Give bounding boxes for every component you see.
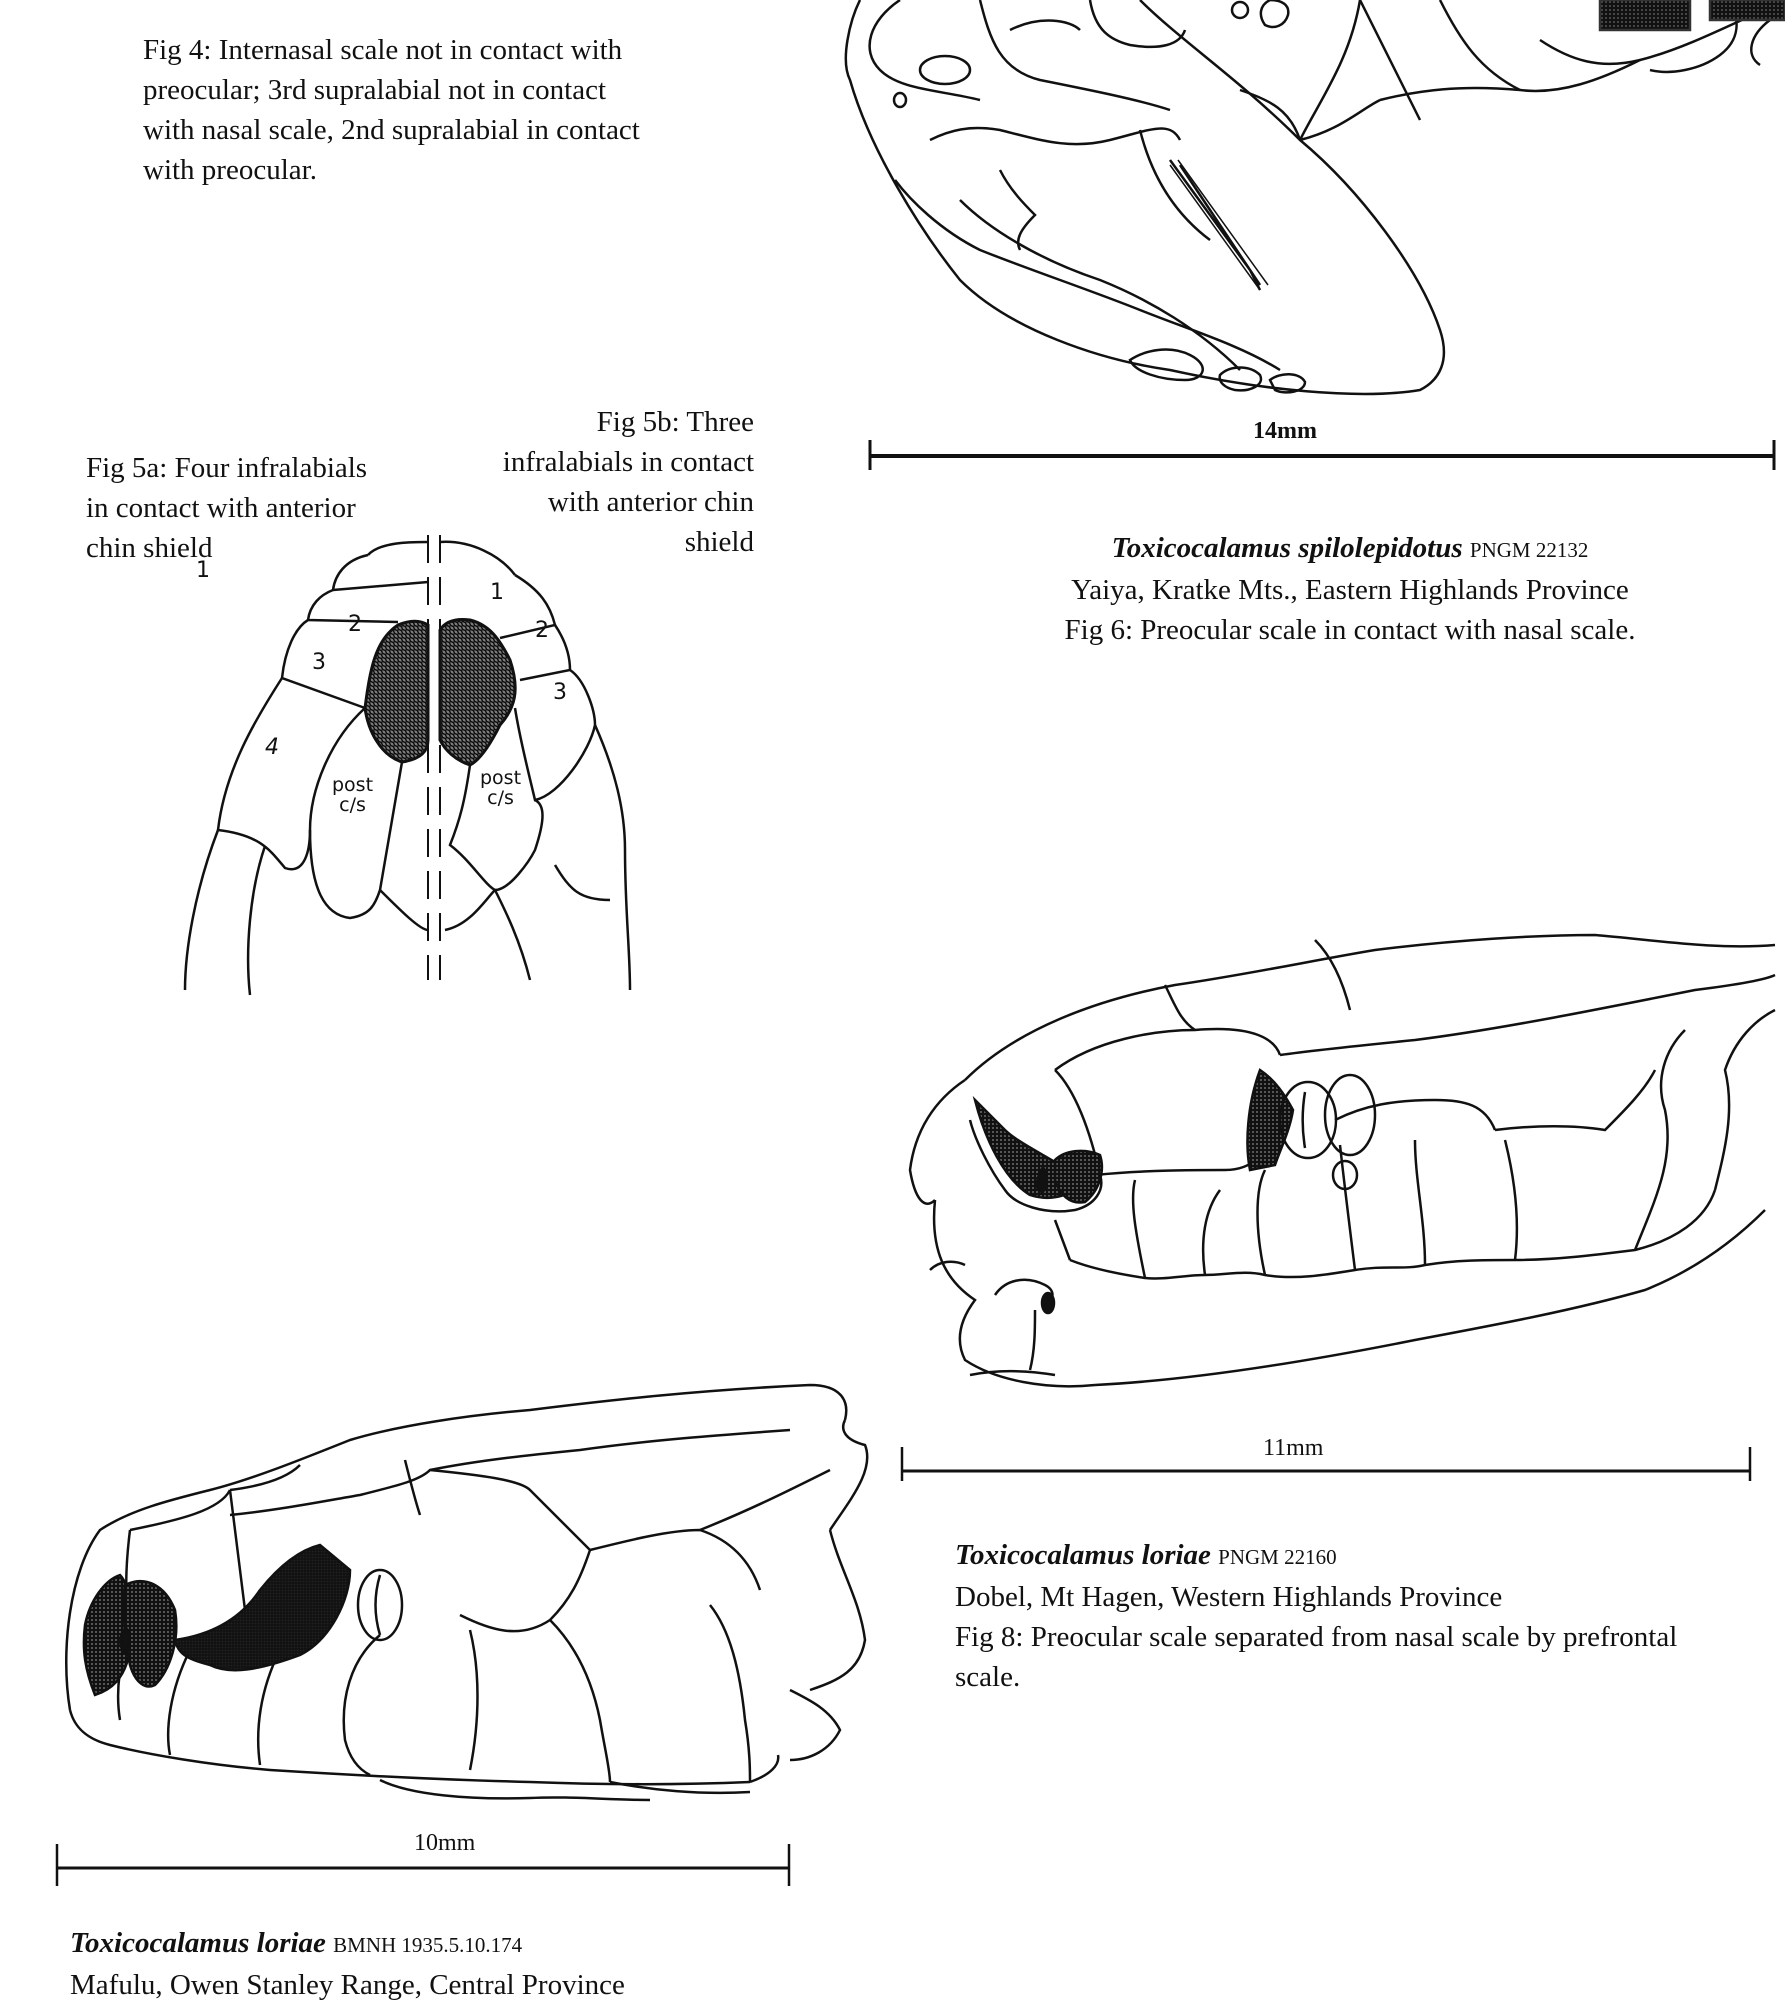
specimen-number: BMNH 1935.5.10.174 [333, 1933, 523, 1957]
fig8-head-illustration [895, 930, 1785, 1410]
caption-line: Fig 4: Internasal scale not in contact with [143, 34, 623, 66]
caption-line: shield [684, 526, 754, 558]
species-line [955, 1535, 1785, 1577]
fig8-scale-bar [898, 1445, 1758, 1485]
chin-shield-diagram [170, 530, 640, 1000]
fig6-scale-bar [866, 432, 1778, 472]
locality: Mafulu, Owen Stanley Range, Central Province [70, 1969, 625, 2001]
caption-line: Fig 5b: Three [596, 406, 754, 438]
figure-caption: Fig 8: Preocular scale separated from nasal scale by prefrontal [955, 1621, 1678, 1653]
species-name: Toxicocalamus loriae [955, 1539, 1211, 1571]
label-line: c/s [339, 794, 366, 816]
figure-caption: Fig 6: Preocular scale in contact with nasal scale. [1064, 614, 1636, 646]
label-line: c/s [487, 787, 514, 809]
caption-line: infralabials in contact [502, 446, 754, 478]
fig8-caption [955, 1535, 1785, 1697]
locality: Dobel, Mt Hagen, Western Highlands Province [955, 1581, 1503, 1613]
fig4-caption [143, 30, 640, 190]
caption-line: with preocular. [143, 154, 317, 186]
locality: Yaiya, Kratke Mts., Eastern Highlands Province [1071, 574, 1629, 606]
specimen-number: PNGM 22160 [1218, 1545, 1337, 1569]
infralabial-label: 2 [348, 612, 362, 637]
infralabial-label: 1 [490, 580, 504, 605]
fig6-scale-label: 14mm [1253, 418, 1317, 444]
infralabial-label: 4 [265, 735, 279, 760]
fig7-scale-label: 10mm [414, 1830, 476, 1856]
infralabial-label: 1 [196, 558, 210, 583]
species-name: Toxicocalamus loriae [70, 1927, 326, 1959]
species-name: Toxicocalamus spilolepidotus [1111, 532, 1463, 564]
caption-line: with anterior chin [547, 486, 754, 518]
label-line: post [332, 774, 374, 796]
caption-line: Fig 5a: Four infralabials [86, 452, 368, 484]
caption-line: with nasal scale, 2nd supralabial in contact [143, 114, 640, 146]
infralabial-label: 2 [535, 618, 549, 643]
specimen-number: PNGM 22132 [1469, 538, 1589, 562]
posterior-chin-shield-label-right [480, 768, 521, 808]
infralabial-label: 3 [312, 650, 326, 675]
fig8-scale-label: 11mm [1263, 1435, 1324, 1461]
infralabial-label: 3 [553, 680, 567, 705]
species-line [70, 1923, 790, 1965]
fig6-caption [1000, 528, 1700, 650]
figure-caption: scale. [955, 1661, 1021, 1693]
caption-line: chin shield [86, 532, 213, 564]
fig7-head-illustration [50, 1370, 880, 1810]
posterior-chin-shield-label-left [332, 775, 373, 815]
species-line [1000, 528, 1700, 570]
label-line: post [480, 767, 522, 789]
fig7-caption [70, 1923, 790, 2005]
caption-line: in contact with anterior [86, 492, 356, 524]
fig6-head-illustration [840, 0, 1785, 420]
caption-line: preocular; 3rd supralabial not in contact [143, 74, 607, 106]
